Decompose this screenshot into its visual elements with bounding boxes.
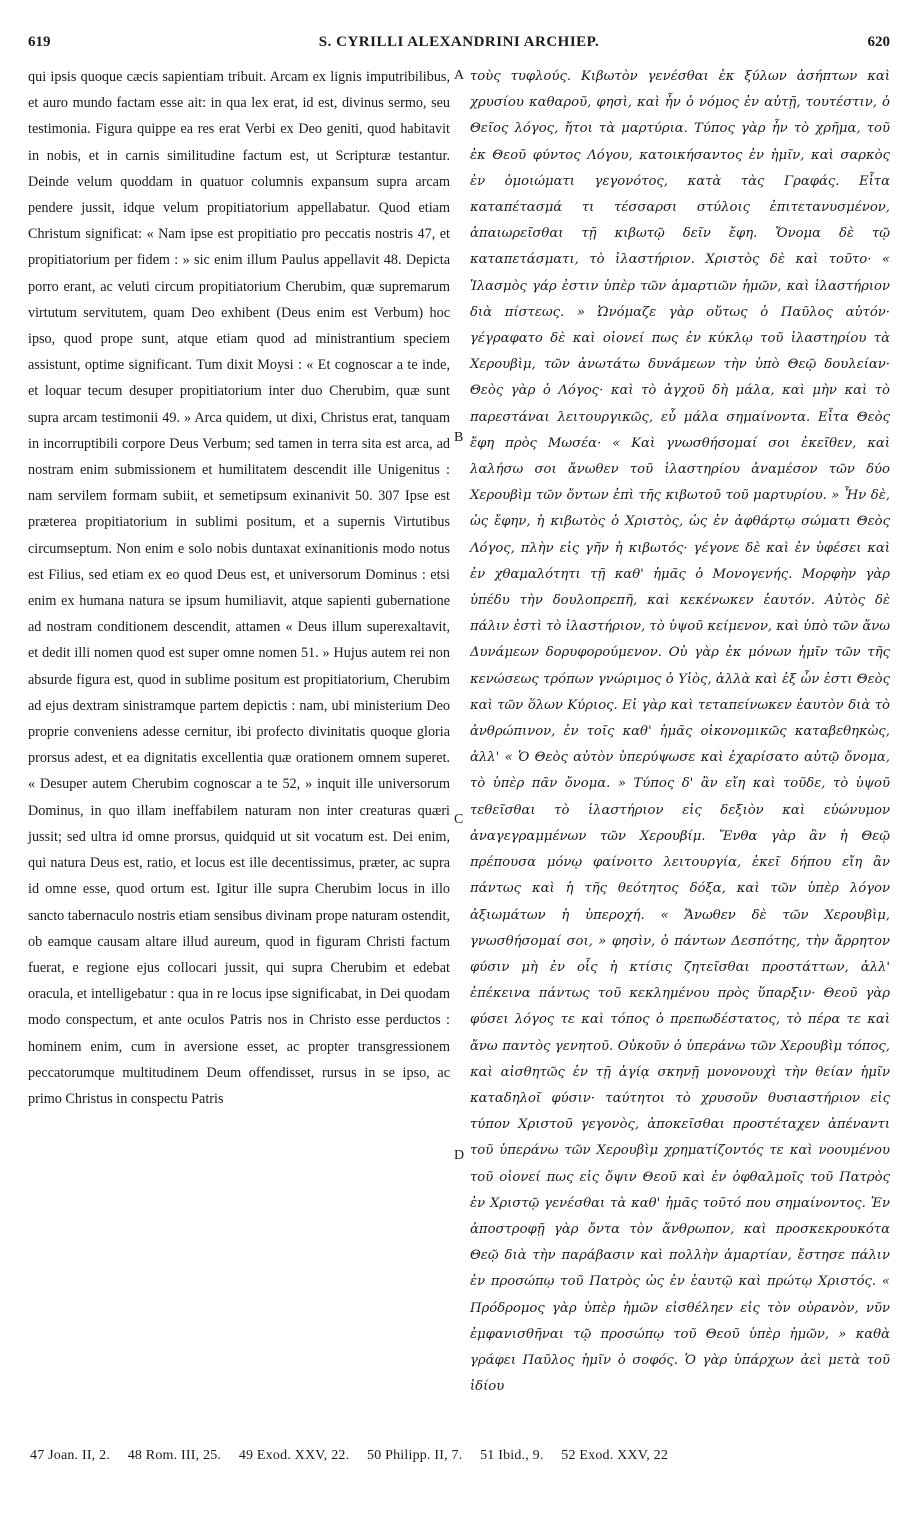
latin-column [28, 64, 450, 1436]
running-title: S. CYRILLI ALEXANDRINI ARCHIEP. [318, 34, 600, 50]
page-number-left: 619 [28, 34, 51, 50]
footnote: 47 Joan. II, 2. [30, 1448, 110, 1463]
footnote: 52 Exod. XXV, 22 [561, 1448, 669, 1463]
page-number-right: 620 [867, 34, 890, 50]
page-header [28, 34, 890, 58]
greek-column [470, 64, 890, 1436]
greek-text: τοὺς τυφλούς. Κιβωτὸν γενέσθαι ἐκ ξύλων ἀσήπτων καὶ χρυσίου καθαροῦ, φησὶ, καὶ ἦν ὁ νόμος ἐν αὐτῇ, τουτέστιν, ὁ Θεῖος λόγος, ἤτοι τὰ μαρτύρια. Τύπος γὰρ ἦν τὸ χρῆμα, τοῦ ἐκ Θεοῦ φύντος Λόγου, κατοικήσαντος ἐν ἡμῖν, καὶ σαρκὸς ἐν ὁμοιώματι γεγονότος, κατὰ τὰς Γραφάς. Εἶτα καταπέτασμά τι τέσσαρσι στύλοις ἐπιτετανυσμένον, ἀπαιωρεῖσθαι τῇ κιβωτῷ δεῖν ἔφη. Ὄνομα δὲ τῷ καταπετάσματι, τὸ ἱλαστήριον. Χριστὸς δὲ καὶ τοῦτο· « Ἱλασμὸς γάρ ἐστιν ὑπὲρ τῶν ἁμαρτιῶν ἡμῶν, καὶ ἱλαστήριον διὰ πίστεως. » Ὠνόμαζε γὰρ οὕτως ὁ Παῦλος αὐτόν· γέγραφατο δὲ καὶ οἱονεί πως ἐν κύκλῳ τοῦ ἱλαστηρίου τὰ Χερουβὶμ, τῶν ἀνωτάτω δυνάμεων τὴν ὑπὸ Θεῷ δουλείαν· Θεὸς γὰρ ὁ Λόγος· καὶ τὸ ἀγχοῦ δὴ μάλα, καὶ μὴν καὶ τὸ παρεστάναι λειτουργικῶς, εὖ μάλα σημαίνοντα. Εἶτα Θεὸς ἔφη πρὸς Μωσέα· « Καὶ γνωσθήσομαί σοι ἐκεῖθεν, καὶ λαλήσω σοι ἄνωθεν τοῦ ἱλαστηρίου ἀναμέσον τῶν δύο Χερουβὶμ τῶν ὄντων ἐπὶ τῆς κιβωτοῦ τοῦ μαρτυρίου. » Ἦν δὲ, ὡς ἔφην, ἡ κιβωτὸς ὁ Χριστὸς, ὡς ἐν ἀφθάρτῳ σώματι Θεὸς Λόγος, πλὴν εἰς γῆν ἡ κιβωτός· γέγονε δὲ καὶ ἐν ὑφέσει καὶ ἐν χθαμαλότητι τῇ καθ' ἡμᾶς ὁ Μονογενής. Μορφὴν γὰρ ὑπέδυ τὴν δουλοπρεπῆ, καὶ κεκένωκεν ἑαυτόν. Αὐτὸς δὲ πάλιν ἐστὶ τὸ ἱλαστήριον, τὸ ὑψοῦ κείμενον, καὶ ὑπὸ τῶν ἄνω Δυνάμεων δορυφορούμενον. Οὐ γὰρ ἐκ μόνων ἡμῖν τῶν τῆς κενώσεως τρόπων γνώριμος ὁ Υἱὸς, ἀλλὰ καὶ ἐξ ὧν ἐστι Θεὸς καὶ τῶν ὅλων Κύριος. Εἰ γὰρ καὶ τεταπείνωκεν ἑαυτὸν διὰ τὸ ἀνθρώπινον, ἐν τοῖς καθ' ἡμᾶς οἰκονομικῶς καταβεθηκὼς, ἀλλ' « Ὁ Θεὸς αὐτὸν ὑπερύψωσε καὶ ἐχαρίσατο αὐτῷ ὄνομα, τὸ ὑπὲρ πᾶν ὄνομα. » Τύπος δ' ἂν εἴη καὶ τοῦδε, τὸ ὑψοῦ τεθεῖσθαι τὸ ἱλαστήριον εἰς δεξιὸν καὶ εὐώνυμον ἀναγεγραμμένων τῶν Χερουβίμ. Ἔνθα γὰρ ἂν ἡ Θεῷ πρέπουσα μόνῳ φαίνοιτο λειτουργία, ἐκεῖ δήπου εἴη ἂν πάντως καὶ ἡ τῆς θεότητος δόξα, καὶ τῶν ὑπὲρ λόγον ἀξιωμάτων ἡ ὑπεροχή. « Ἄνωθεν δὲ τῶν Χερουβὶμ, γνωσθήσομαί σοι, » φησὶν, ὁ πάντων Δεσπότης, τὴν ἄρρητον φύσιν μὴ ἐν οἷς ἡ κτίσις ζητεῖσθαι προστάττων, ἀλλ' ἐπέκεινα πάντως τοῦ κεκλημένου πρὸς ὕπαρξιν· Θεοῦ γὰρ φύσει λόγος τε καὶ τόπος ὁ πρεπωδέστατος, τὸ πέρα τε καὶ ἄνω παντὸς γενητοῦ. Οὐκοῦν ὁ ὑπεράνω τῶν Χερουβὶμ τόπος, καὶ αἰσθητῶς ἐν τῇ ἁγίᾳ σκηνῇ μονονουχὶ τὴν θείαν ἡμῖν καταδηλοῖ φύσιν· ταύτητοι τὸ χρυσοῦν θυσιαστήριον εἰς τύπον Χριστοῦ γεγονὸς, ἀποκεῖσθαι προστέταχεν ἀπέναντι τοῦ ὑπεράνω τῶν Χερουβὶμ χρηματίζοντός τε καὶ νοουμένου τοῦ οἱονεί πως εἰς ὄψιν Θεοῦ καὶ ἐν ὀφθαλμοῖς τοῦ Πατρὸς ἐν Χριστῷ γενέσθαι τὰ καθ' ἡμᾶς τοῦτό που σημαίνοντος. Ἐν ἀποστροφῇ γὰρ ὄντα τὸν ἄνθρωπον, καὶ προσκεκρουκότα Θεῷ διὰ τὴν παράβασιν καὶ πολλὴν ἁμαρτίαν, ἔστησε πάλιν ἐν προσώπῳ τοῦ Πατρὸς ὡς ἐν ἑαυτῷ καὶ πρώτῳ Χριστός. « Πρόδρομος γὰρ ὑπὲρ ἡμῶν εἰσθέληεν εἰς τὸν οὐρανὸν, νῦν ἐμφανισθῆναι τῷ προσώπῳ τοῦ Θεοῦ ὑπὲρ ἡμῶν, » καθὰ γράφει Παῦλος ἡμῖν ὁ σοφός. Ὁ γὰρ ὑπάρχων ἀεὶ μετὰ τοῦ ἰδίου [470, 69, 890, 1395]
footnote: 50 Philipp. II, 7. [367, 1448, 463, 1463]
footnotes [30, 1448, 890, 1464]
latin-text: qui ipsis quoque cæcis sapientiam tribuit. Arcam ex lignis imputribilibus, et auro mundo factam esse ait: in qua lex erat, id est, divinus sermo, seu testimonia. Figura quippe ea res erat Verbi ex Deo geniti, quod habitavit in nobis, et in carnis similitudine factum est, ut Scripturæ testantur. Deinde velum quoddam in quatuor columnis expansum supra arcam pendere jussit, idque velum propitiatorium appellabatur. Quod etiam Christum significat: « Nam ipse est propitiatio pro peccatis nostris 47, et propitiatorium per fidem : » sic enim illum Paulus appellavit 48. Depicta porro erant, ac veluti circum propitiatorium Cherubim, quæ supremarum virtutum servitutem, quam Deo exhibent (Deus enim est Verbum) hoc ipso, quod prope sunt, atque etiam quod ad ministrantium speciem assistunt, optime significant. Tum dixit Moysi : « Et cognoscar a te inde, et loquar tecum desuper propitiatorium inter duo Cherubim, quæ sunt supra arcam testimonii 49. » Arca quidem, ut dixi, Christus erat, tanquam in incorruptibili corpore Deus Verbum; sed tamen in terra sita est arca, ad nostram enim submissionem et humilitatem descendit ille Unigenitus : nam servilem formam subiit, et semetipsum exinanivit 50. 307 Ipse est præterea propitiatorium in sublimi positum, et a supernis Virtutibus circumseptum. Non enim e solo nobis duntaxat exinanitionis modo notus est Filius, sed etiam ex eo quod Deus est, et universorum Dominus : etsi enim ex humana natura se ipsum humiliavit, atque sapienti gubernatione ad nostram conditionem descendit, attamen « Deus illum superexaltavit, et dedit illi nomen quod est super omne nomen 51. » Hujus autem rei non absurde figura est, quod in sublime positum est propitiatorium, Cherubim ad ejus dextram sinistramque partem depictis : nam, ubi ministerium Deo proprie conveniens adesse cernitur, ibi profecto divinitatis quoque gloria prorsus adest, et ea dignitatis excellentia quæ orationem omnem superet. « Desuper autem Cherubim cognoscar a te 52, » inquit ille universorum Dominus, in quo illam ineffabilem naturam non inter creaturas quæri jussit; sed ultra id omne prorsus, quidquid ut sit vocatum est. Dei enim, qui natura Deus est, ratio, et locus est ille decentissimus, præter, ac supra id omne esse, quod ortum est. Igitur ille supra Cherubim locus in illo sancto tabernaculo nostris etiam sensibus divinam prope naturam ostendit, ob eamque causam altare illud aureum, quod in figuram Christi factum fuerat, e regione ejus collocari jussit, qui supra Cherubim et edebat oracula, et intelligebatur : qua in re locus ipse significabat, in Dei quodam modo conspectum, et ante oculos Patris nos in Christo esse perductos : hominem enim, cum in aversione esset, ac propter transgressionem peccatorumque multitudinem Deum offendisset, rursus in se ipso, ac primo Christus in conspectu Patris [28, 69, 450, 1107]
margin-marker-d: D [454, 1148, 465, 1163]
footnote: 49 Exod. XXV, 22. [238, 1448, 350, 1463]
margin-marker-b: B [454, 430, 464, 445]
footnote: 48 Rom. III, 25. [127, 1448, 222, 1463]
footnote: 51 Ibid., 9. [480, 1448, 544, 1463]
margin-marker-a: A [454, 68, 465, 83]
margin-marker-c: C [454, 812, 464, 827]
